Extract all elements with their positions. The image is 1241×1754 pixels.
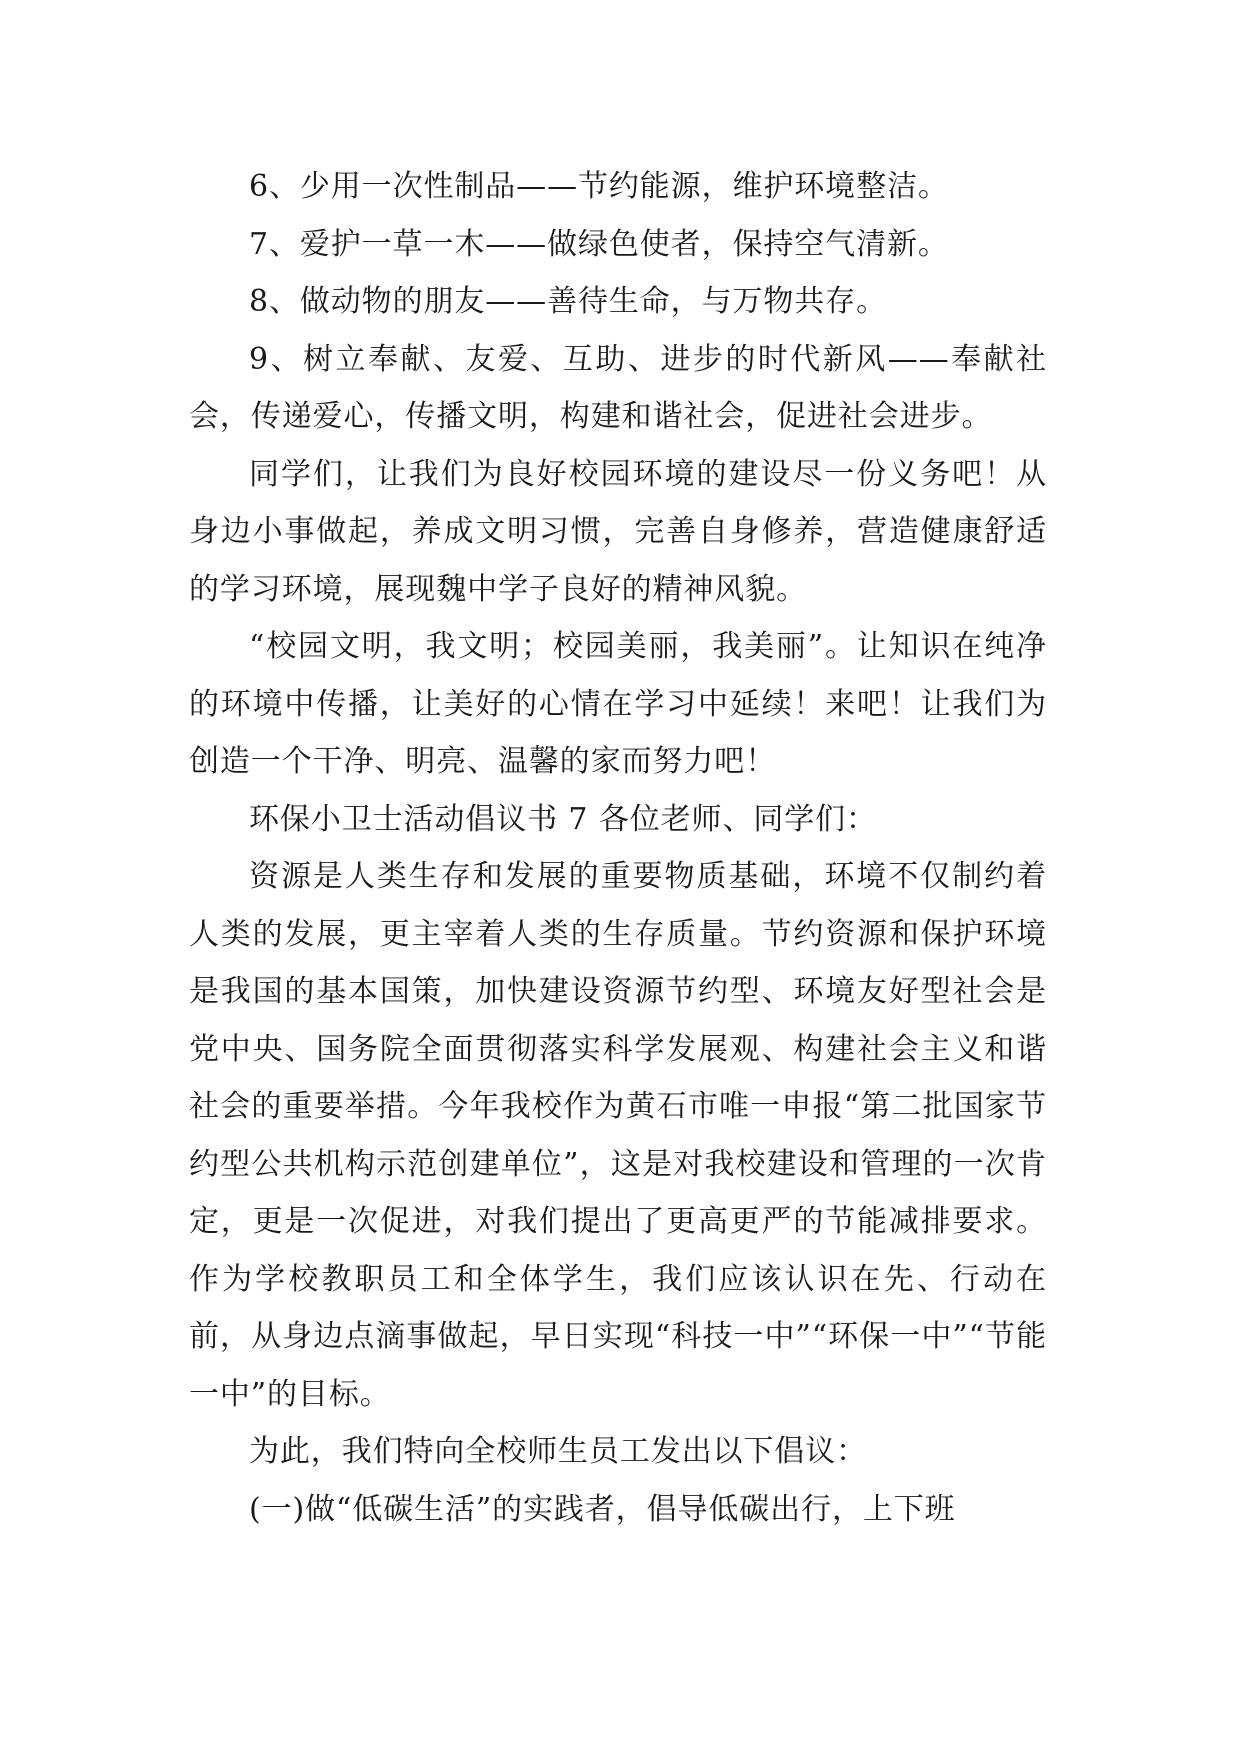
paragraph-proposal-item-1: (一)做“低碳生活”的实践者，倡导低碳出行，上下班 — [249, 1491, 956, 1527]
paragraph-proposal-heading: 环保小卫士活动倡议书 7 各位老师、同学们： — [249, 801, 877, 837]
paragraph-item-7: 7、爱护一草一木——做绿色使者，保持空气清新。 — [249, 226, 949, 262]
paragraph-proposal-intro: 为此，我们特向全校师生员工发出以下倡议： — [249, 1434, 867, 1469]
paragraph-item-8: 8、做动物的朋友——善待生命，与万物共存。 — [249, 284, 887, 319]
paragraph-item-9: 9、树立奉献、友爱、互助、进步的时代新风——奉献社会，传递爱心，传播文明，构建和谐社会，促进社会进步。 — [189, 341, 1047, 434]
paragraph-resources: 资源是人类生存和发展的重要物质基础，环境不仅制约着人类的发展，更主宰着人类的生存质量。节约资源和保护环境是我国的基本国策，加快建设资源节约型、环境友好型社会是党中央、国务院全面贯彻落实科学发展观、构建社会主义和谐社会的重要举措。今年我校作为黄石市唯一申报“第二批国家节约型公共机构示范创建单位”，这是对我校建设和管理的一次肯定，更是一次促进，对我们提出了更高更严的节能减排要求。作为学校教职员工和全体学生，我们应该认识在先、行动在前，从身边点滴事做起，早日实现“科技一中”“环保一中”“节能一中”的目标。 — [189, 859, 1047, 1412]
paragraph-campus-slogan: “校园文明，我文明；校园美丽，我美丽”。让知识在纯净的环境中传播，让美好的心情在学习中延续！来吧！让我们为创造一个干净、明亮、温馨的家而努力吧！ — [189, 629, 1047, 779]
paragraph-item-6: 6、少用一次性制品——节约能源，维护环境整洁。 — [249, 169, 949, 204]
document-body — [189, 158, 1047, 1538]
paragraph-students-call: 同学们，让我们为良好校园环境的建设尽一份义务吧！从身边小事做起，养成文明习惯，完善自身修养，营造健康舒适的学习环境，展现魏中学子良好的精神风貌。 — [189, 456, 1047, 607]
